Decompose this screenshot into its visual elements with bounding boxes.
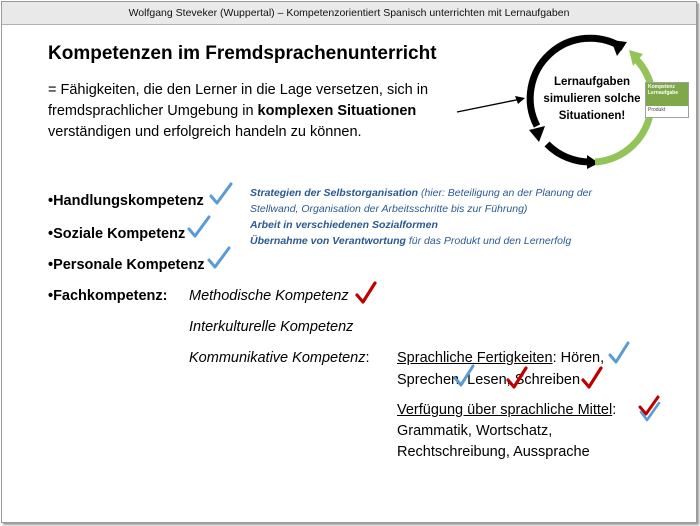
mini-card-top: Kompetenz Lernaufgabe — [646, 83, 688, 106]
checkmark-red-icon — [505, 366, 529, 390]
mini-card-bottom: Produkt — [648, 107, 666, 113]
mittel-line-1: Grammatik, Wortschatz, — [397, 423, 553, 439]
strategy-line-1-bold: Strategien der Selbstorganisation — [250, 187, 419, 199]
checkmark-blue-icon — [208, 181, 234, 207]
strategy-line-3-bold: Arbeit in verschiedenen Sozialformen — [250, 219, 438, 231]
verfuegung-label: Verfügung über sprachliche Mittel — [397, 402, 613, 418]
fach-interkulturell: Interkulturelle Kompetenz — [189, 319, 354, 335]
strategy-line-1 — [250, 185, 592, 201]
fertigkeiten-line — [397, 350, 604, 366]
competence-sozial: •Soziale Kompetenz — [48, 226, 186, 242]
checkmark-blue-icon — [607, 341, 631, 365]
cycle-caption-line-3: Situationen! — [558, 110, 626, 122]
definition-emphasis: komplexen Situationen — [257, 103, 417, 119]
cycle-caption — [528, 74, 656, 125]
definition-line-2 — [48, 101, 428, 122]
checkmark-blue-icon — [452, 364, 476, 388]
competence-personal: •Personale Kompetenz — [48, 257, 205, 273]
definition-line-3: verständigen und erfolgreich handeln zu können. — [48, 124, 362, 140]
strategy-line-2: Stellwand, Organisation der Arbeitsschritte bis zur Führung) — [250, 203, 528, 215]
fertigkeiten-label: Sprachliche Fertigkeiten — [397, 350, 553, 366]
competence-fach: •Fachkompetenz: — [48, 288, 168, 304]
strategy-line-3 — [250, 217, 592, 233]
fach-methodisch: Methodische Kompetenz — [189, 288, 349, 304]
definition-line-1: = Fähigkeiten, die den Lerner in die Lage versetzen, sich in — [48, 82, 429, 98]
mini-slide-thumbnail — [645, 82, 689, 118]
competence-handlung: •Handlungskompetenz — [48, 193, 204, 209]
fach-kommunikativ — [189, 350, 370, 366]
skill-lesen: Lesen, — [467, 372, 511, 388]
cycle-caption-line-1: Lernaufgaben — [553, 76, 631, 88]
fach-kommunikativ-colon: : — [365, 350, 370, 366]
checkmark-blue-icon — [206, 245, 232, 271]
strategy-line-4-rest: für das Produkt und den Lernerfolg — [405, 235, 572, 247]
verfuegung-colon: : — [612, 402, 617, 418]
skill-schreiben: Schreiben — [514, 372, 581, 388]
strategy-line-4-bold: Übernahme von Verantwortung — [250, 235, 406, 247]
fach-kommunikativ-label: Kommunikative Kompetenz — [189, 350, 366, 366]
strategy-notes — [250, 185, 592, 249]
definition-text — [48, 80, 428, 143]
mittel-line-2: Rechtschreibung, Aussprache — [397, 444, 590, 460]
cycle-caption-line-2: simulieren solche — [543, 93, 641, 105]
slide-title: Kompetenzen im Fremdsprachenunterricht — [48, 43, 437, 64]
verfuegung-line — [397, 402, 616, 418]
skill-sprechen: Sprechen, — [397, 372, 464, 388]
checkmark-red-blue-icon — [637, 395, 661, 423]
slide-header: Wolfgang Steveker (Wuppertal) – Kompetenzorientiert Spanisch unterrichten mit Lernaufgaben — [2, 2, 696, 25]
definition-line-2-pre: fremdsprachlicher Umgebung in — [48, 103, 258, 119]
skills-line-2 — [397, 372, 580, 388]
strategy-line-4 — [250, 233, 592, 249]
fertigkeiten-rest: : Hören, — [552, 350, 605, 366]
checkmark-red-icon — [580, 366, 604, 390]
strategy-line-1-rest: (hier: Beteiligung an der Planung der — [418, 187, 592, 199]
checkmark-red-icon — [354, 281, 378, 305]
checkmark-blue-icon — [186, 214, 212, 240]
